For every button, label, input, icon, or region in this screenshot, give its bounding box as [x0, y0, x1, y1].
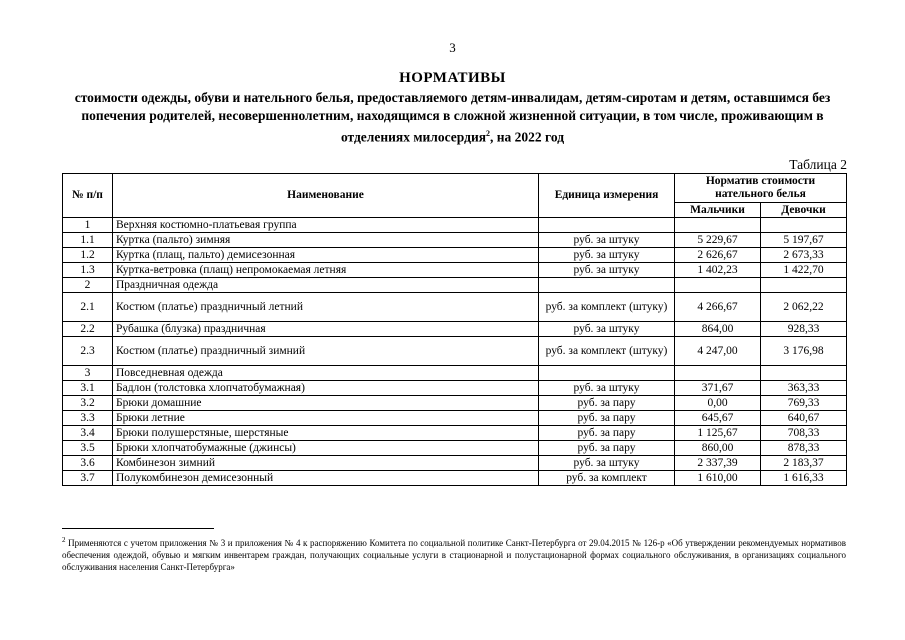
row-unit: руб. за комплект (штуку) — [539, 337, 675, 366]
row-boys-value: 1 610,00 — [675, 471, 761, 486]
row-num: 3.4 — [63, 426, 113, 441]
norms-table — [62, 173, 847, 486]
subtitle-text: стоимости одежды, обуви и нательного белья, предоставляемого детям-инвалидам, детям-сиротам и детям, оставшимся без попечения родителей, несовершеннолетним, находящимся в сложной жизненной ситуации, в том числе, проживающим в отделениях милосердия — [74, 90, 831, 145]
row-num: 3.6 — [63, 456, 113, 471]
row-unit: руб. за штуку — [539, 233, 675, 248]
row-girls-value: 878,33 — [761, 441, 847, 456]
row-boys-value: 371,67 — [675, 381, 761, 396]
table-row — [63, 337, 847, 366]
row-boys-value: 4 266,67 — [675, 293, 761, 322]
table-row — [63, 366, 847, 381]
header-num: № п/п — [63, 174, 113, 218]
row-unit: руб. за пару — [539, 411, 675, 426]
row-name: Повседневная одежда — [113, 366, 539, 381]
row-num: 3.7 — [63, 471, 113, 486]
subtitle-footnote-ref: 2 — [486, 129, 491, 138]
footnote-text: Применяются с учетом приложения № 3 и приложения № 4 к распоряжению Комитета по социальной политике Санкт-Петербурга от 29.04.2015 № 126-р «Об утверждении рекомендуемых нормативов обеспечения одеждой, обувью и мягким инвентарем граждан, получающих социальные услуги в стационарной и полустационарной формах социального обслуживания, в организациях социального обслуживания населения Санкт-Петербурга» — [62, 538, 846, 572]
row-num: 3.1 — [63, 381, 113, 396]
row-girls-value: 2 183,37 — [761, 456, 847, 471]
table-row — [63, 248, 847, 263]
row-boys-value: 0,00 — [675, 396, 761, 411]
row-unit — [539, 366, 675, 381]
row-girls-value: 5 197,67 — [761, 233, 847, 248]
row-name: Праздничная одежда — [113, 278, 539, 293]
table-row — [63, 456, 847, 471]
header-boys: Мальчики — [675, 203, 761, 218]
row-boys-value — [675, 278, 761, 293]
row-name: Костюм (платье) праздничный зимний — [113, 337, 539, 366]
table-row — [63, 441, 847, 456]
row-name: Куртка-ветровка (плащ) непромокаемая летняя — [113, 263, 539, 278]
row-num: 2.2 — [63, 322, 113, 337]
header-name: Наименование — [113, 174, 539, 218]
subtitle-suffix: , на 2022 год — [490, 129, 565, 145]
row-name: Брюки летние — [113, 411, 539, 426]
header-girls: Девочки — [761, 203, 847, 218]
row-num: 3.3 — [63, 411, 113, 426]
row-num: 3.5 — [63, 441, 113, 456]
row-unit: руб. за пару — [539, 441, 675, 456]
header-norm: Норматив стоимости нательного белья — [675, 174, 847, 203]
row-boys-value: 2 337,39 — [675, 456, 761, 471]
row-boys-value — [675, 218, 761, 233]
row-girls-value: 640,67 — [761, 411, 847, 426]
row-boys-value: 2 626,67 — [675, 248, 761, 263]
row-girls-value — [761, 366, 847, 381]
row-girls-value: 708,33 — [761, 426, 847, 441]
row-unit: руб. за пару — [539, 426, 675, 441]
row-boys-value: 4 247,00 — [675, 337, 761, 366]
table-row — [63, 471, 847, 486]
row-num: 3.2 — [63, 396, 113, 411]
row-girls-value: 2 062,22 — [761, 293, 847, 322]
table-row — [63, 263, 847, 278]
row-name: Куртка (плащ, пальто) демисезонная — [113, 248, 539, 263]
document-subtitle — [70, 89, 835, 147]
footnote — [62, 534, 846, 573]
document-title: НОРМАТИВЫ — [399, 70, 506, 86]
row-girls-value: 363,33 — [761, 381, 847, 396]
row-girls-value: 769,33 — [761, 396, 847, 411]
table-row — [63, 293, 847, 322]
row-boys-value: 860,00 — [675, 441, 761, 456]
row-num: 3 — [63, 366, 113, 381]
row-boys-value: 645,67 — [675, 411, 761, 426]
row-unit — [539, 218, 675, 233]
table-caption: Таблица 2 — [789, 157, 847, 172]
row-boys-value: 1 125,67 — [675, 426, 761, 441]
row-name: Бадлон (толстовка хлопчатобумажная) — [113, 381, 539, 396]
table-row — [63, 218, 847, 233]
row-unit: руб. за штуку — [539, 456, 675, 471]
row-unit: руб. за штуку — [539, 381, 675, 396]
row-num: 1.3 — [63, 263, 113, 278]
row-name: Костюм (платье) праздничный летний — [113, 293, 539, 322]
header-unit: Единица измерения — [539, 174, 675, 218]
table-body — [63, 218, 847, 486]
row-num: 2.1 — [63, 293, 113, 322]
row-name: Комбинезон зимний — [113, 456, 539, 471]
page-number: 3 — [449, 40, 456, 55]
row-girls-value — [761, 218, 847, 233]
row-name: Куртка (пальто) зимняя — [113, 233, 539, 248]
footnote-marker: 2 — [62, 536, 66, 544]
row-unit: руб. за комплект (штуку) — [539, 293, 675, 322]
row-name: Брюки домашние — [113, 396, 539, 411]
row-unit: руб. за пару — [539, 396, 675, 411]
table-row — [63, 411, 847, 426]
row-boys-value: 5 229,67 — [675, 233, 761, 248]
row-name: Брюки хлопчатобумажные (джинсы) — [113, 441, 539, 456]
table-row — [63, 426, 847, 441]
row-name: Полукомбинезон демисезонный — [113, 471, 539, 486]
table-row — [63, 322, 847, 337]
row-girls-value: 3 176,98 — [761, 337, 847, 366]
row-girls-value: 1 422,70 — [761, 263, 847, 278]
row-name: Рубашка (блузка) праздничная — [113, 322, 539, 337]
table-row — [63, 233, 847, 248]
row-boys-value — [675, 366, 761, 381]
row-unit: руб. за комплект — [539, 471, 675, 486]
row-unit — [539, 278, 675, 293]
row-unit: руб. за штуку — [539, 263, 675, 278]
footnote-separator — [62, 528, 214, 529]
row-num: 1 — [63, 218, 113, 233]
row-num: 2.3 — [63, 337, 113, 366]
table-row — [63, 278, 847, 293]
row-name: Верхняя костюмно-платьевая группа — [113, 218, 539, 233]
row-unit: руб. за штуку — [539, 248, 675, 263]
row-boys-value: 864,00 — [675, 322, 761, 337]
row-girls-value: 2 673,33 — [761, 248, 847, 263]
row-num: 2 — [63, 278, 113, 293]
table-row — [63, 381, 847, 396]
table-row — [63, 396, 847, 411]
row-girls-value: 928,33 — [761, 322, 847, 337]
row-num: 1.1 — [63, 233, 113, 248]
row-boys-value: 1 402,23 — [675, 263, 761, 278]
row-girls-value — [761, 278, 847, 293]
row-unit: руб. за штуку — [539, 322, 675, 337]
row-name: Брюки полушерстяные, шерстяные — [113, 426, 539, 441]
row-girls-value: 1 616,33 — [761, 471, 847, 486]
row-num: 1.2 — [63, 248, 113, 263]
